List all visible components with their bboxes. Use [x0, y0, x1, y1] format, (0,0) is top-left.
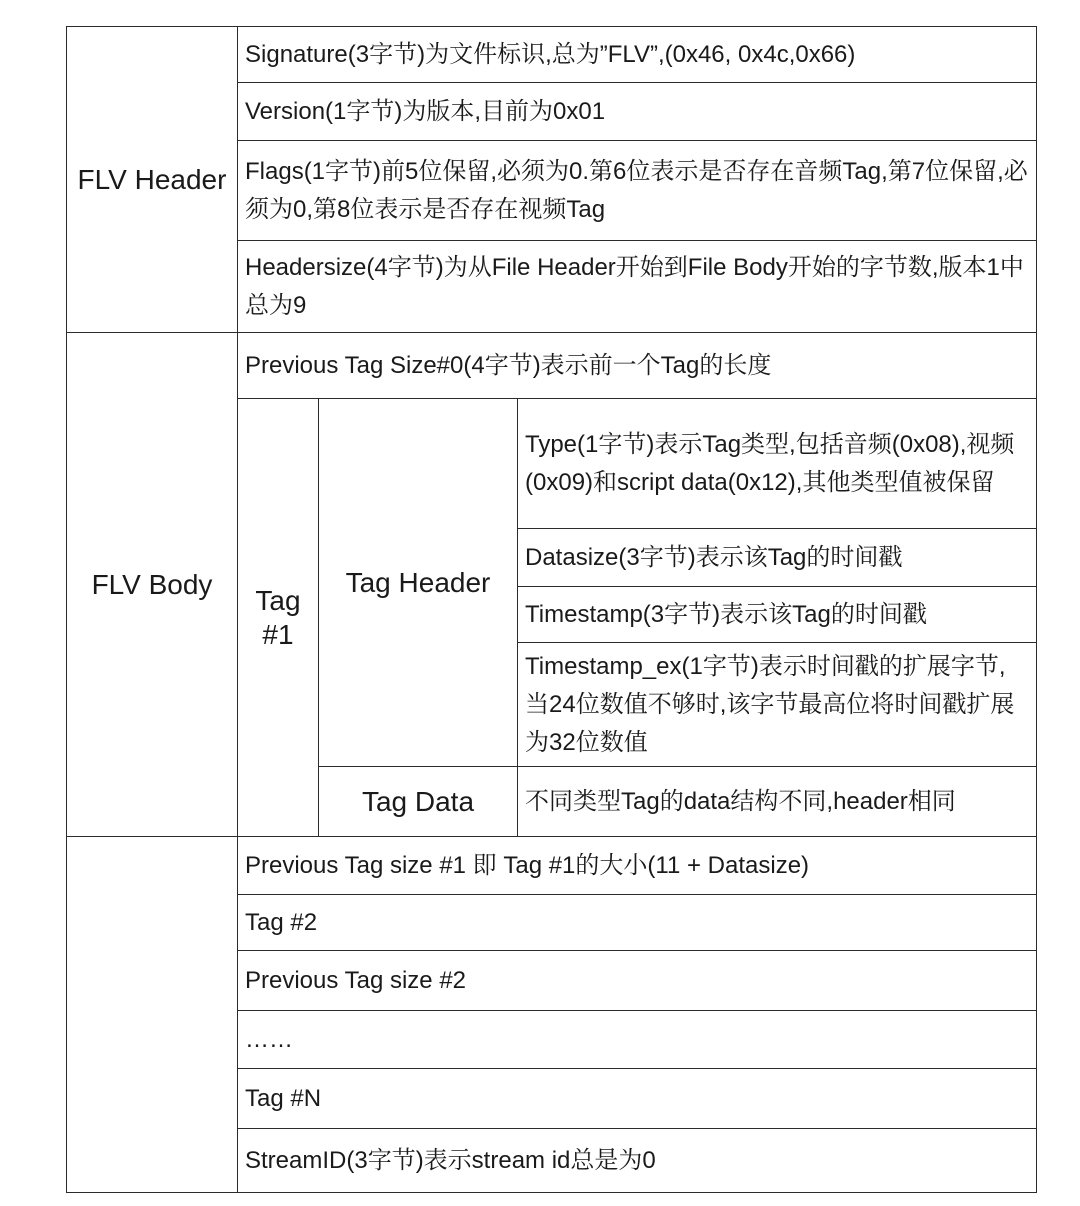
version-text: Version(1字节)为版本,目前为0x01 [245, 97, 606, 125]
tag-data-row [517, 766, 1037, 837]
previous-tag-size-2-text: Previous Tag size #2 [245, 966, 467, 994]
tag-header-label: Tag Header [345, 566, 491, 598]
headersize-text: Headersize(4字节)为从File Header开始到File Body开始的字节数,版本1中总为9 [245, 253, 1024, 319]
datasize-text: Datasize(3字节)表示该Tag的时间戳 [525, 543, 903, 571]
tag-2-row [237, 894, 1037, 951]
type-row [517, 398, 1037, 529]
tag1-label-cell [237, 398, 319, 837]
headersize-row [237, 240, 1037, 333]
datasize-row [517, 528, 1037, 587]
tag-header-label-cell [318, 398, 518, 767]
ellipsis-row [237, 1010, 1037, 1069]
type-text: Type(1字节)表示Tag类型,包括音频(0x08),视频(0x09)和script data(0x12),其他类型值被保留 [525, 430, 1015, 496]
tag-data-text: 不同类型Tag的data结构不同,header相同 [525, 787, 956, 815]
version-row [237, 82, 1037, 141]
previous-tag-size-1-text: Previous Tag size #1 即 Tag #1的大小(11 + Datasize) [245, 851, 810, 879]
tag-2-text: Tag #2 [245, 908, 318, 936]
previous-tag-size-0-row [237, 332, 1037, 399]
stream-id-row [237, 1128, 1037, 1193]
flv-body-label-cell [66, 332, 238, 837]
previous-tag-size-2-row [237, 950, 1037, 1011]
timestamp-row [517, 586, 1037, 643]
tag-data-label-cell [318, 766, 518, 837]
flv-header-label: FLV Header [77, 163, 227, 195]
previous-tag-size-0-text: Previous Tag Size#0(4字节)表示前一个Tag的长度 [245, 351, 772, 379]
flv-body-label: FLV Body [91, 568, 213, 600]
flags-row [237, 140, 1037, 241]
tag-data-label: Tag Data [361, 785, 475, 817]
timestamp-text: Timestamp(3字节)表示该Tag的时间戳 [525, 600, 927, 628]
timestamp-ex-row [517, 642, 1037, 767]
tag-n-text: Tag #N [245, 1084, 322, 1112]
ellipsis-text: …… [245, 1025, 293, 1053]
previous-tag-size-1-row [237, 836, 1037, 895]
flags-text: Flags(1字节)前5位保留,必须为0.第6位表示是否存在音频Tag,第7位保留,必须为0,第8位表示是否存在视频Tag [245, 157, 1028, 223]
tail-left-empty-cell [66, 836, 238, 1193]
timestamp-ex-text: Timestamp_ex(1字节)表示时间戳的扩展字节,当24位数值不够时,该字节最高位将时间戳扩展为32位数值 [525, 652, 1015, 756]
signature-text: Signature(3字节)为文件标识,总为”FLV”,(0x46, 0x4c,0x66) [245, 40, 856, 68]
tag-n-row [237, 1068, 1037, 1129]
signature-row [237, 26, 1037, 83]
stream-id-text: StreamID(3字节)表示stream id总是为0 [245, 1146, 656, 1174]
flv-header-label-cell [66, 26, 238, 333]
tag1-label: Tag #1 [255, 584, 301, 650]
